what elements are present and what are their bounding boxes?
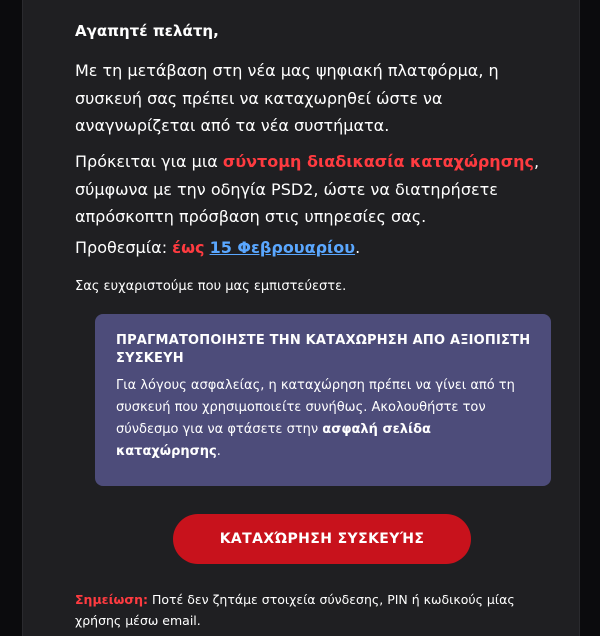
- note-text: Ποτέ δεν ζητάμε στοιχεία σύνδεσης, PIN ή κωδικούς μίας χρήσης μέσω email.: [75, 592, 515, 628]
- box-title: ΠΡΑΓΜΑΤΟΠΟΙΗΣΤΕ ΤΗΝ ΚΑΤΑΧΩΡΗΣΗ ΑΠΟ ΑΞΙΟΠΙΣΤΗ ΣΥΣΚΕΥΗ: [116, 333, 531, 366]
- box-body-end: .: [216, 444, 221, 459]
- deadline-date-link[interactable]: 15 Φεβρουαρίου: [209, 238, 356, 257]
- thanks-line: Σας ευχαριστούμε που μας εμπιστεύεστε.: [75, 279, 347, 294]
- deadline-line: [75, 236, 360, 260]
- trusted-device-box: [95, 314, 551, 486]
- procedure-suffix: , σύμφωνα με την οδηγία PSD2, ώστε να διατηρήσετε απρόσκοπτη πρόσβαση στις υπηρεσίες σας.: [75, 152, 540, 226]
- intro-paragraph: Με τη μετάβαση στη νέα μας ψηφιακή πλατφόρμα, η συσκευή σας πρέπει να καταχωρηθεί ώστε να αναγνωρίζεται από τα νέα συστήματα.: [75, 61, 499, 135]
- box-body-bold: ασφαλή σελίδα καταχώρησης: [116, 422, 431, 459]
- procedure-highlight: σύντομη διαδικασία καταχώρησης: [222, 152, 535, 171]
- note-line: [75, 589, 515, 631]
- register-device-button[interactable]: ΚΑΤΑΧΏΡΗΣΗ ΣΥΣΚΕΥΉΣ: [173, 514, 471, 564]
- procedure-prefix: Πρόκειται για μια: [75, 152, 223, 171]
- deadline-until: έως: [172, 238, 205, 257]
- deadline-end: .: [355, 238, 361, 257]
- box-body-text: Για λόγους ασφαλείας, η καταχώρηση πρέπει να γίνει από τη συσκευή που χρησιμοποιείτε συνήθως. Ακολουθήστε τον σύνδεσμο για να φτάσετε στην: [116, 378, 515, 437]
- deadline-label: Προθεσμία:: [75, 238, 173, 257]
- box-body: [116, 375, 536, 463]
- note-label: Σημείωση:: [75, 592, 148, 607]
- greeting: Αγαπητέ πελάτη,: [75, 22, 219, 40]
- procedure-paragraph: [75, 148, 555, 231]
- email-frame: [22, 0, 580, 636]
